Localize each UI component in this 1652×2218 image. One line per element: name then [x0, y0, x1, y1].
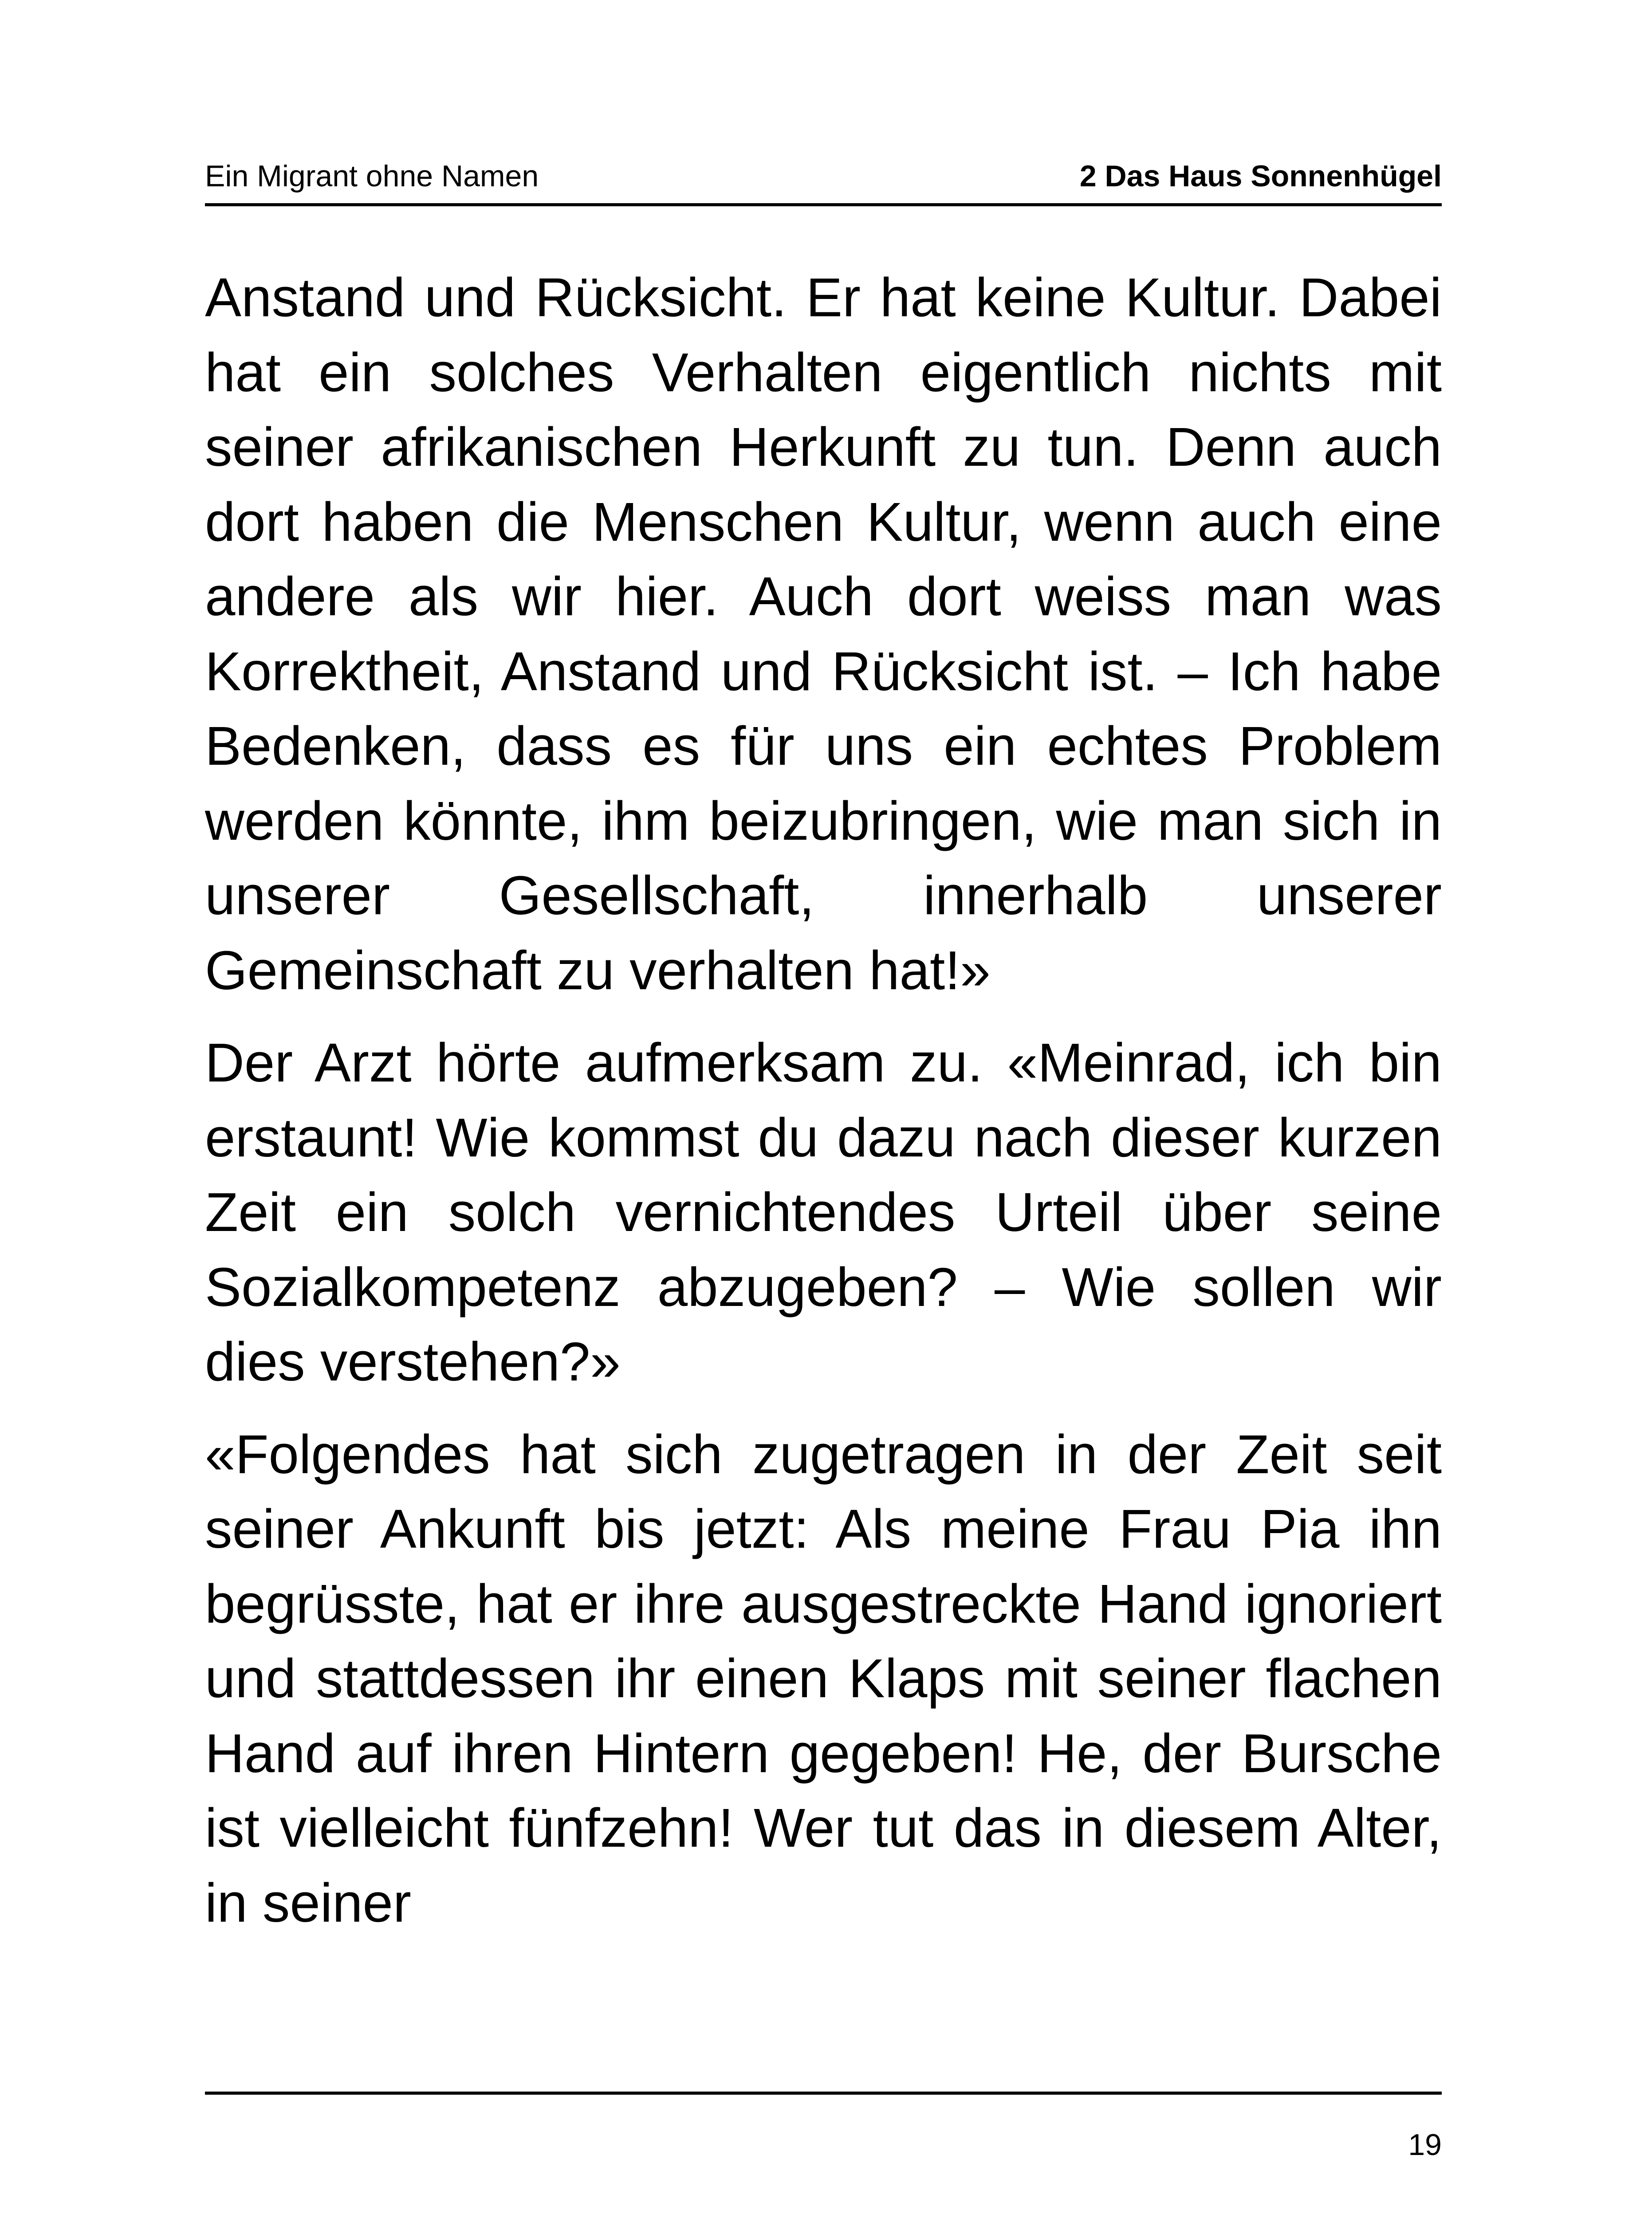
page-number: 19 — [1408, 2128, 1442, 2162]
chapter-title: 2 Das Haus Sonnenhügel — [1079, 159, 1442, 193]
running-header — [205, 156, 1442, 205]
body-text — [205, 261, 1442, 1958]
paragraph: «Folgendes hat sich zugetragen in der Zeit seit seiner Ankunft bis jetzt: Als meine Frau Pia ihn begrüsste, hat er ihre ausgestreckte Hand ignoriert und stattdessen ihr einen Klaps mit seiner flachen Hand auf ihren Hintern gegeben! He, der Bursche ist vielleicht fünfzehn! Wer tut das in diesem Alter, in seiner — [205, 1424, 1442, 1934]
paragraph: Der Arzt hörte aufmerksam zu. «Meinrad, ich bin erstaunt! Wie kommst du dazu nach dieser kurzen Zeit ein solch vernichtendes Urteil über seine Sozialkompetenz abzugeben? – Wie sollen wir dies verstehen?» — [205, 1033, 1442, 1392]
header-divider — [205, 203, 1442, 206]
book-title: Ein Migrant ohne Namen — [205, 159, 539, 193]
footer-divider — [205, 2092, 1442, 2095]
paragraph: Anstand und Rücksicht. Er hat keine Kultur. Dabei hat ein solches Verhalten eigentlich nichts mit seiner afrikanischen Herkunft zu tun. Denn auch dort haben die Menschen Kultur, wenn auch eine andere als wir hier. Auch dort weiss man was Korrektheit, Anstand und Rücksicht ist. – Ich habe Bedenken, dass es für uns ein echtes Problem werden könnte, ihm beizubringen, wie man sich in unserer Gesellschaft, innerhalb unserer Gemeinschaft zu verhalten hat!» — [205, 267, 1442, 1001]
